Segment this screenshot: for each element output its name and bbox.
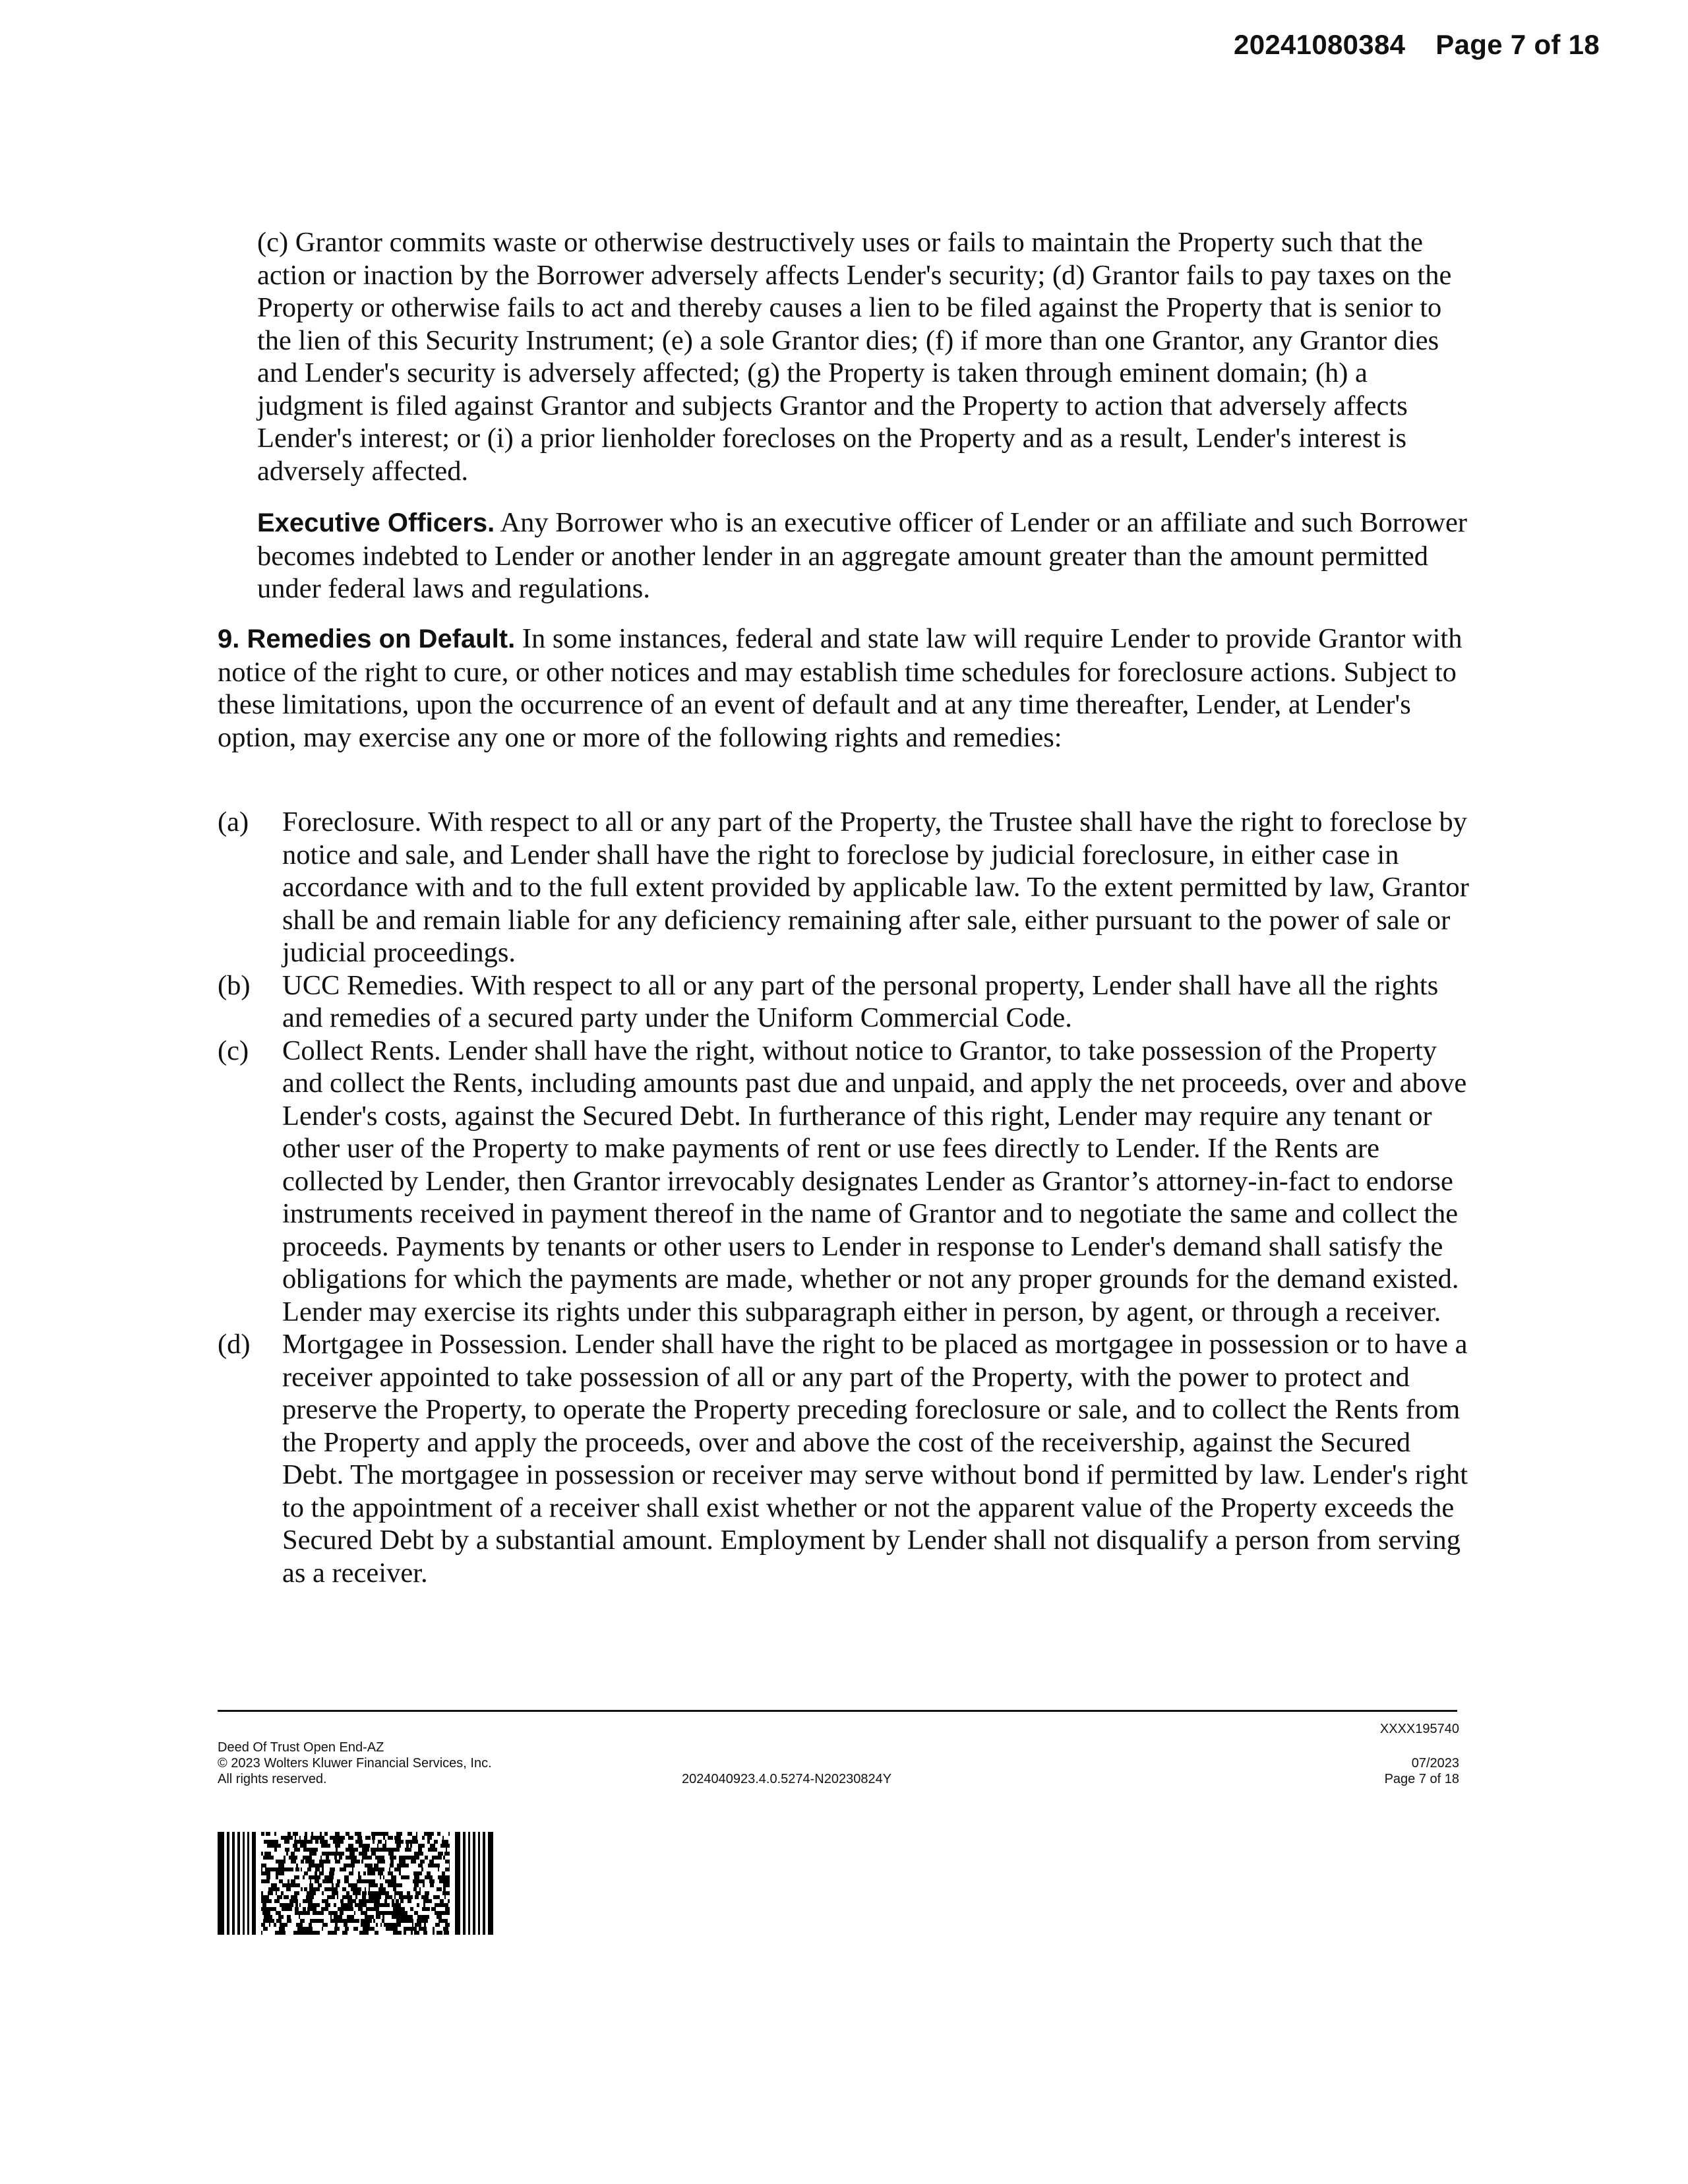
footer-form-info xyxy=(218,1740,492,1787)
list-marker: (b) xyxy=(218,969,251,1001)
footer-form-name: Deed Of Trust Open End-AZ xyxy=(218,1740,384,1755)
list-marker: (a) xyxy=(218,806,249,837)
pdf417-barcode-icon xyxy=(218,1832,493,1935)
remedy-item-c xyxy=(218,1035,1470,1329)
remedy-text: Mortgagee in Possession. Lender shall have the right to be placed as mortgagee in possession or to have a receiver appointed to take possession of all or any part of the Property, with the power to protect and preserve the Property, to operate the Property preceding foreclosure or sale, and to collect the Rents from the Property and apply the proceeds, over and above the cost of the receivership, against the Secured Debt. The mortgagee in possession or receiver may serve without bond if permitted by law. Lender's right to the appointment of a receiver shall exist whether or not the apparent value of the Property exceeds the Secured Debt by a substantial amount. Employment by Lender shall not disqualify a person from serving as a receiver. xyxy=(282,1329,1468,1589)
paragraph-events-of-default-continued: (c) Grantor commits waste or otherwise destructively uses or fails to maintain the Property such that the action or inaction by the Borrower adversely affects Lender's security; (d) Grantor fails to pay taxes on the Property or otherwise fails to act and thereby causes a lien to be filed against the Property that is senior to the lien of this Security Instrument; (e) a sole Grantor dies; (f) if more than one Grantor, any Grantor dies and Lender's security is adversely affected; (g) the Property is taken through eminent domain; (h) a judgment is filed against Grantor and subjects Grantor and the Property to action that adversely affects Lender's interest; or (i) a prior lienholder forecloses on the Property and as a result, Lender's interest is adversely affected. xyxy=(257,227,1452,487)
executive-officers-heading: Executive Officers. xyxy=(257,508,495,537)
footer-page-number: Page 7 of 18 xyxy=(1384,1772,1459,1786)
remedy-text: UCC Remedies. With respect to all or any part of the personal property, Lender shall have all the rights and remedies of a secured party under the Uniform Commercial Code. xyxy=(282,969,1439,1033)
section-9-remedies-on-default xyxy=(218,622,1470,754)
paragraph-executive-officers xyxy=(257,506,1470,605)
section-9-intro: In some instances, federal and state law will require Lender to provide Grantor with notice of the right to cure, or other notices and may establish time schedules for foreclosure actions. Subject to these limitations, upon the occurrence of an event of default and at any time thereafter, Lender, at Lender's option, may exercise any one or more of the following rights and remedies: xyxy=(218,623,1462,753)
remedy-text: Collect Rents. Lender shall have the right, without notice to Grantor, to take possession of the Property and collect the Rents, including amounts past due and unpaid, and apply the net proceeds, over and above Lender's costs, against the Secured Debt. In furtherance of this right, Lender may require any tenant or other user of the Property to make payments of rent or use fees directly to Lender. If the Rents are collected by Lender, then Grantor irrevocably designates Lender as Grantor’s attorney-in-fact to endorse instruments received in payment thereof in the name of Grantor and to negotiate the same and collect the proceeds. Payments by tenants or other users to Lender in response to Lender's demand shall satisfy the obligations for which the payments are made, whether or not any proper grounds for the demand existed. Lender may exercise its rights under this subparagraph either in person, by agent, or through a receiver. xyxy=(282,1035,1467,1327)
footer-form-code: 2024040923.4.0.5274-N20230824Y xyxy=(682,1772,892,1786)
footer-rights: All rights reserved. xyxy=(218,1772,327,1786)
footer-divider xyxy=(218,1710,1457,1712)
footer-loan-id: XXXX195740 xyxy=(1379,1722,1459,1736)
footer-form-date: 07/2023 xyxy=(1411,1756,1459,1771)
remedy-item-d xyxy=(218,1328,1470,1589)
remedy-item-a xyxy=(218,806,1470,969)
footer-date-page xyxy=(1385,1755,1459,1787)
document-number: 20241080384 xyxy=(1234,29,1406,60)
footer-copyright: © 2023 Wolters Kluwer Financial Services, Inc. xyxy=(218,1756,492,1771)
remedy-text: Foreclosure. With respect to all or any part of the Property, the Trustee shall have the right to foreclose by notice and sale, and Lender shall have the right to foreclose by judicial foreclosure, in either case in accordance with and to the full extent provided by applicable law. To the extent permitted by law, Grantor shall be and remain liable for any deficiency remaining after sale, either pursuant to the power of sale or judicial proceedings. xyxy=(282,806,1469,968)
section-9-heading: 9. Remedies on Default. xyxy=(218,624,516,653)
remedy-item-b xyxy=(218,969,1470,1035)
remedies-list xyxy=(218,806,1470,1589)
page-header xyxy=(1234,29,1600,61)
list-marker: (d) xyxy=(218,1329,251,1360)
executive-officers-text: Any Borrower who is an executive officer of Lender or an affiliate and such Borrower becomes indebted to Lender or another lender in an aggregate amount greater than the amount permitted under federal laws and regulations. xyxy=(257,507,1467,604)
page-number: Page 7 of 18 xyxy=(1435,29,1600,60)
list-marker: (c) xyxy=(218,1035,249,1066)
